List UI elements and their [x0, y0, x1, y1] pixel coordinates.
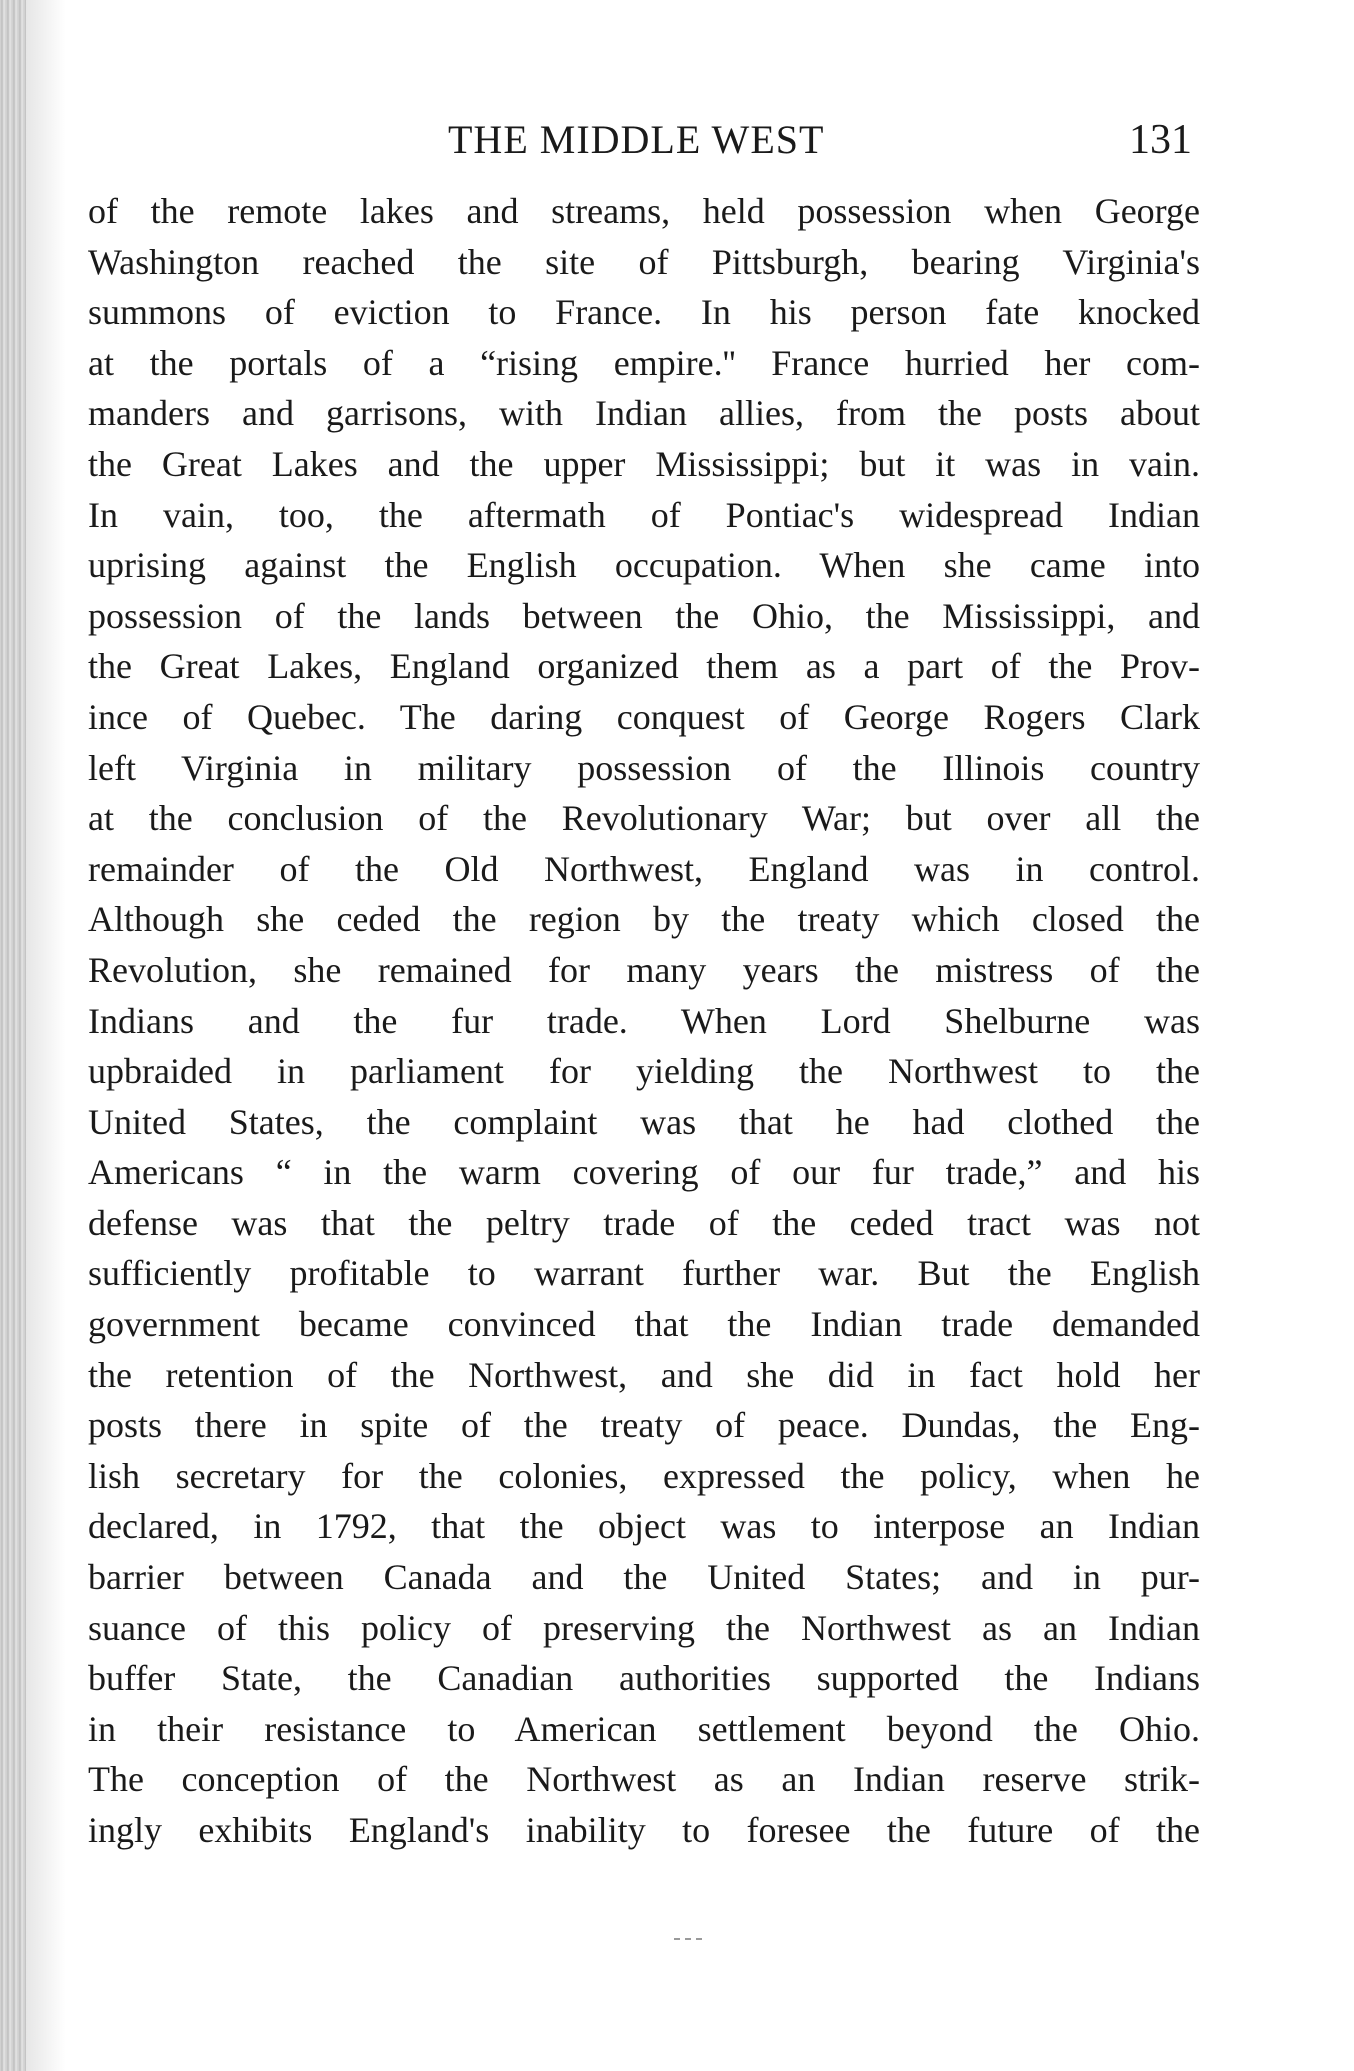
- page-number: 131: [1129, 117, 1192, 163]
- text-line: ince of Quebec. The daring conquest of George Rogers Clark: [88, 696, 1200, 737]
- bottom-smudge-mark: [674, 1938, 702, 1942]
- text-line: the retention of the Northwest, and she did in fact hold her: [88, 1354, 1200, 1395]
- text-line: remainder of the Old Northwest, England was in control.: [88, 848, 1200, 889]
- text-line: uprising against the English occupation. When she came into: [88, 545, 1200, 586]
- text-line: Americans “ in the warm covering of our fur trade,” and his: [88, 1152, 1200, 1193]
- text-line: in their resistance to American settlement beyond the Ohio.: [88, 1708, 1200, 1749]
- page-header: [88, 100, 1200, 180]
- text-line: Although she ceded the region by the treaty which closed the: [88, 899, 1200, 940]
- text-line: In vain, too, the aftermath of Pontiac's widespread Indian: [88, 494, 1200, 535]
- page-gutter-fade: [26, 0, 66, 2071]
- text-line: at the conclusion of the Revolutionary War; but over all the: [88, 798, 1200, 839]
- text-line: at the portals of a “rising empire.'' France hurried her com-: [88, 342, 1200, 383]
- text-line: manders and garrisons, with Indian allies, from the posts about: [88, 393, 1200, 434]
- text-line: the Great Lakes and the upper Mississippi; but it was in vain.: [88, 443, 1200, 484]
- text-line: buffer State, the Canadian authorities supported the Indians: [88, 1658, 1200, 1699]
- text-line: possession of the lands between the Ohio, the Mississippi, and: [88, 595, 1200, 636]
- text-line: United States, the complaint was that he had clothed the: [88, 1101, 1200, 1142]
- text-line: posts there in spite of the treaty of peace. Dundas, the Eng-: [88, 1405, 1200, 1446]
- page-gutter-shadow: [0, 0, 26, 2071]
- text-line: sufficiently profitable to warrant further war. But the English: [88, 1253, 1200, 1294]
- text-line: Revolution, she remained for many years the mistress of the: [88, 949, 1200, 990]
- text-line: Washington reached the site of Pittsburgh, bearing Virginia's: [88, 241, 1200, 282]
- text-line: defense was that the peltry trade of the ceded tract was not: [88, 1202, 1200, 1243]
- text-line: lish secretary for the colonies, expressed the policy, when he: [88, 1455, 1200, 1496]
- book-page: [88, 100, 1200, 1980]
- text-line: the Great Lakes, England organized them as a part of the Prov-: [88, 646, 1200, 687]
- text-line: barrier between Canada and the United States; and in pur-: [88, 1557, 1200, 1598]
- text-line: suance of this policy of preserving the Northwest as an Indian: [88, 1607, 1200, 1648]
- text-line: ingly exhibits England's inability to foresee the future of the: [88, 1810, 1200, 1850]
- text-line: summons of eviction to France. In his person fate knocked: [88, 292, 1200, 333]
- text-line: of the remote lakes and streams, held possession when George: [88, 191, 1200, 231]
- running-head: THE MIDDLE WEST: [448, 117, 825, 162]
- text-line: Indians and the fur trade. When Lord Shelburne was: [88, 1000, 1200, 1041]
- text-line: upbraided in parliament for yielding the Northwest to the: [88, 1051, 1200, 1092]
- text-line: government became convinced that the Indian trade demanded: [88, 1304, 1200, 1345]
- text-line: left Virginia in military possession of the Illinois country: [88, 747, 1200, 788]
- text-line: declared, in 1792, that the object was to interpose an Indian: [88, 1506, 1200, 1547]
- text-line: The conception of the Northwest as an Indian reserve strik-: [88, 1759, 1200, 1800]
- body-text: [88, 186, 1200, 1856]
